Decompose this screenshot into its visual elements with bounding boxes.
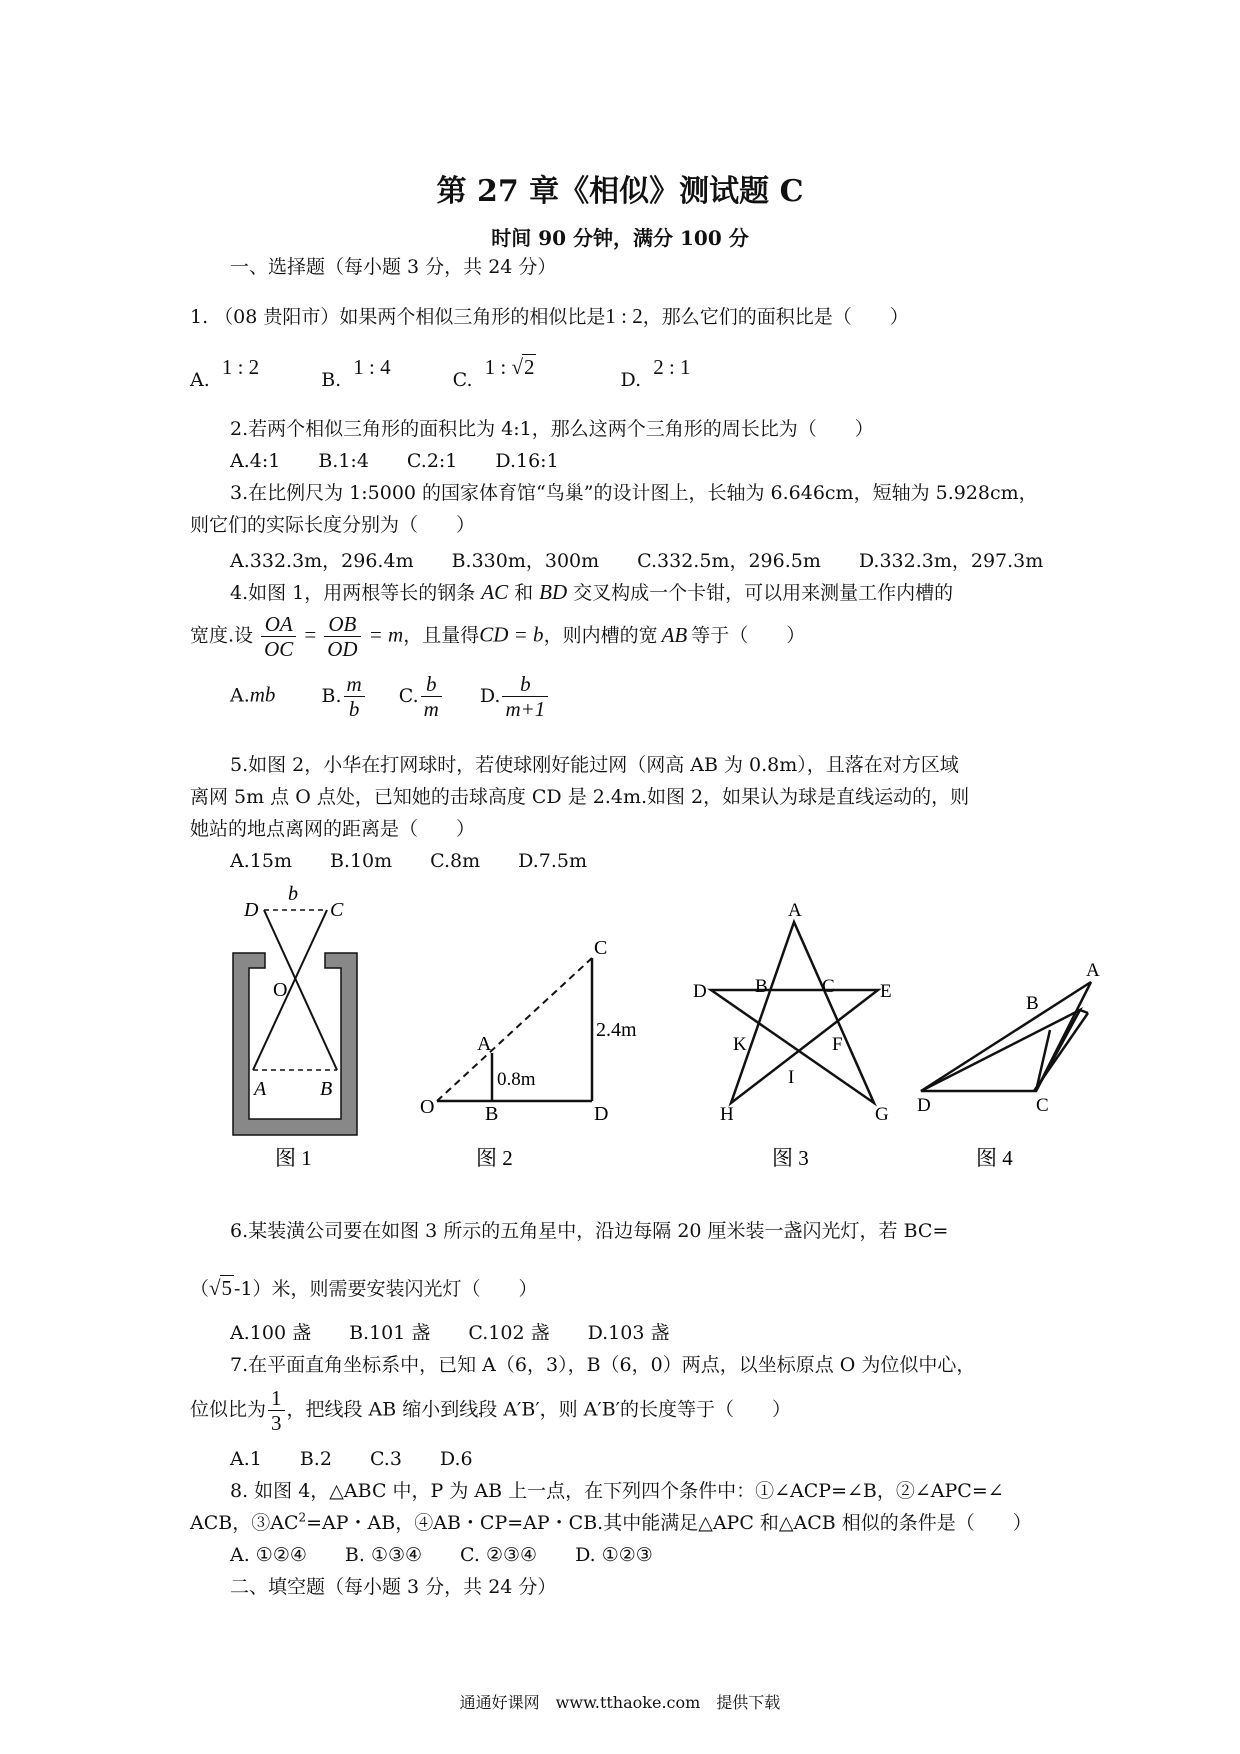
page-title: 第 27 章《相似》测试题 C xyxy=(436,174,804,209)
fig3-label-k: K xyxy=(733,1034,747,1055)
figure-3 xyxy=(693,900,892,1170)
question-4-line-2: 宽度.设 $\frac{OA}{OC}$ = $\frac{OB}{OD}$ = m，且量得CD = b，则内槽的宽 AB 等于（ ） xyxy=(190,612,806,662)
q6-options: A.100 盏 B.101 盏 C.102 盏 D.103 盏 xyxy=(230,1322,670,1344)
fig3-label-f: F xyxy=(832,1034,843,1055)
question-7-line-1: 7.在平面直角坐标系中，已知 A（6，3），B（6，0）两点，以坐标原点 O 为位似中心， xyxy=(230,1354,976,1376)
q1-option-b-label: B. xyxy=(321,369,342,391)
fig2-label-a: A xyxy=(477,1033,492,1055)
fig4-caption: 图 4 xyxy=(976,1146,1013,1170)
section-heading-fill: 二、填空题（每小题 3 分，共 24 分） xyxy=(230,1576,557,1598)
fig1-label-d: D xyxy=(244,899,259,921)
q2-options: A.4:1 B.1:4 C.2:1 D.16:1 xyxy=(230,450,559,472)
q1-stem: 1. （08 贵阳市）如果两个相似三角形的相似比是 xyxy=(190,306,606,328)
q1-option-c: 1 : √2 xyxy=(484,355,535,379)
fig2-caption: 图 2 xyxy=(476,1146,513,1170)
figure-4 xyxy=(917,960,1100,1170)
fig2-label-o: O xyxy=(420,1096,435,1118)
fig3-label-d: D xyxy=(693,981,707,1002)
fig3-label-c: C xyxy=(822,976,835,997)
q1-option-d: 2 : 1 xyxy=(653,355,691,379)
fraction-ob-od: $\frac{OB}{OD}$ xyxy=(324,612,360,661)
question-4-line-1: 4.如图 1，用两根等长的钢条 AC 和 BD 交叉构成一个卡钳，可以用来测量工作内槽的 xyxy=(230,580,954,604)
fig1-label-b: b xyxy=(288,883,298,905)
fig2-label-c: C xyxy=(594,937,608,959)
question-6-line-1: 6.某装潢公司要在如图 3 所示的五角星中，沿边每隔 20 厘米装一盏闪光灯，若 BC= xyxy=(230,1220,949,1242)
q1-option-c-label: C. xyxy=(452,369,473,391)
fig3-label-i: I xyxy=(788,1067,795,1088)
question-2: 2.若两个相似三角形的面积比为 4:1，那么这两个三角形的周长比为（ ） xyxy=(230,418,874,440)
fig2-label-b: B xyxy=(485,1103,499,1125)
fig1-label-c: C xyxy=(330,899,344,921)
q1-stem-end: ，那么它们的面积比是（ ） xyxy=(642,306,909,328)
q5-options: A.15m B.10m C.8m D.7.5m xyxy=(230,850,587,872)
fig3-caption: 图 3 xyxy=(772,1146,809,1170)
q4-options: A.mb B. $\frac{m}{b}$ C. $\frac{b}{m}$ D. $\frac{b}{m+1}$ xyxy=(230,672,550,721)
question-3-line-2: 则它们的实际长度分别为（ ） xyxy=(190,514,476,536)
q1-option-b: 1 : 4 xyxy=(353,355,391,379)
fig4-label-c: C xyxy=(1036,1095,1049,1116)
fig4-label-a: A xyxy=(1086,960,1100,981)
fig3-label-e: E xyxy=(880,981,892,1002)
question-5-line-3: 她站的地点离网的距离是（ ） xyxy=(190,818,476,840)
fig3-label-g: G xyxy=(875,1104,889,1125)
fig3-label-h: H xyxy=(720,1104,734,1125)
page-footer: 通通好课网 www.tthaoke.com 提供下载 xyxy=(459,1693,781,1712)
q1-options xyxy=(190,355,691,392)
exam-subtitle: 时间 90 分钟，满分 100 分 xyxy=(491,226,749,250)
fraction-one-third: $\frac{1}{3}$ xyxy=(268,1386,285,1435)
question-5-line-1: 5.如图 2，小华在打网球时，若使球刚好能过网（网高 AB 为 0.8m），且落在对方区域 xyxy=(230,754,959,776)
q1-ratio: 1 : 2 xyxy=(605,304,643,328)
q1-option-d-label: D. xyxy=(620,369,642,391)
fig3-label-b: B xyxy=(755,976,768,997)
fig1-label-bpt: B xyxy=(320,1078,333,1100)
fig3-label-a: A xyxy=(788,900,802,921)
question-7-line-2: 位似比为 $\frac{1}{3}$ ，把线段 AB 缩小到线段 A′B′，则 A′B′的长度等于（ ） xyxy=(190,1386,791,1436)
fig4-label-d: D xyxy=(917,1095,931,1116)
fig2-label-0-8m: 0.8m xyxy=(497,1069,536,1090)
question-5-line-2: 离网 5m 点 O 点处，已知她的击球高度 CD 是 2.4m.如图 2，如果认为球是直线运动的，则 xyxy=(190,786,970,808)
figure-2 xyxy=(420,937,637,1170)
figure-1 xyxy=(233,883,357,1170)
fig1-caption: 图 1 xyxy=(275,1146,312,1170)
fig1-label-o: O xyxy=(273,979,288,1001)
q8-options: A. ①②④ B. ①③④ C. ②③④ D. ①②③ xyxy=(230,1544,653,1566)
question-6-line-2: （√5 -1）米，则需要安装闪光灯（ ） xyxy=(190,1276,538,1300)
question-1 xyxy=(190,302,909,329)
fig4-label-b: B xyxy=(1026,993,1039,1014)
question-3-line-1: 3.在比例尺为 1:5000 的国家体育馆“鸟巢”的设计图上，长轴为 6.646cm，短轴为 5.928cm， xyxy=(230,482,1038,504)
figures-panel xyxy=(0,870,1240,1180)
section-heading-choice: 一、选择题（每小题 3 分，共 24 分） xyxy=(230,256,557,278)
fig1-label-a: A xyxy=(254,1078,267,1100)
fraction-oa-oc: $\frac{OA}{OC}$ xyxy=(261,612,296,661)
fig2-label-d: D xyxy=(594,1103,609,1125)
fig2-label-2-4m: 2.4m xyxy=(596,1019,637,1041)
question-8-line-2: ACB，$③AC^2=AP$・AB，④AB・CP=AP・CB.其中能满足△APC 和△ACB 相似的条件是（ ） xyxy=(190,1510,1032,1534)
q3-options: A.332.3m，296.4m B.330m，300m C.332.5m，296.5m D.332.3m，297.3m xyxy=(230,550,1044,572)
q1-option-a-label: A. xyxy=(190,369,210,391)
q7-options: A.1 B.2 C.3 D.6 xyxy=(230,1448,473,1470)
question-8-line-1: 8. 如图 4，△ABC 中，P 为 AB 上一点，在下列四个条件中：①∠ACP=∠B，②∠APC=∠ xyxy=(230,1480,1004,1502)
q1-option-a: 1 : 2 xyxy=(221,355,260,379)
